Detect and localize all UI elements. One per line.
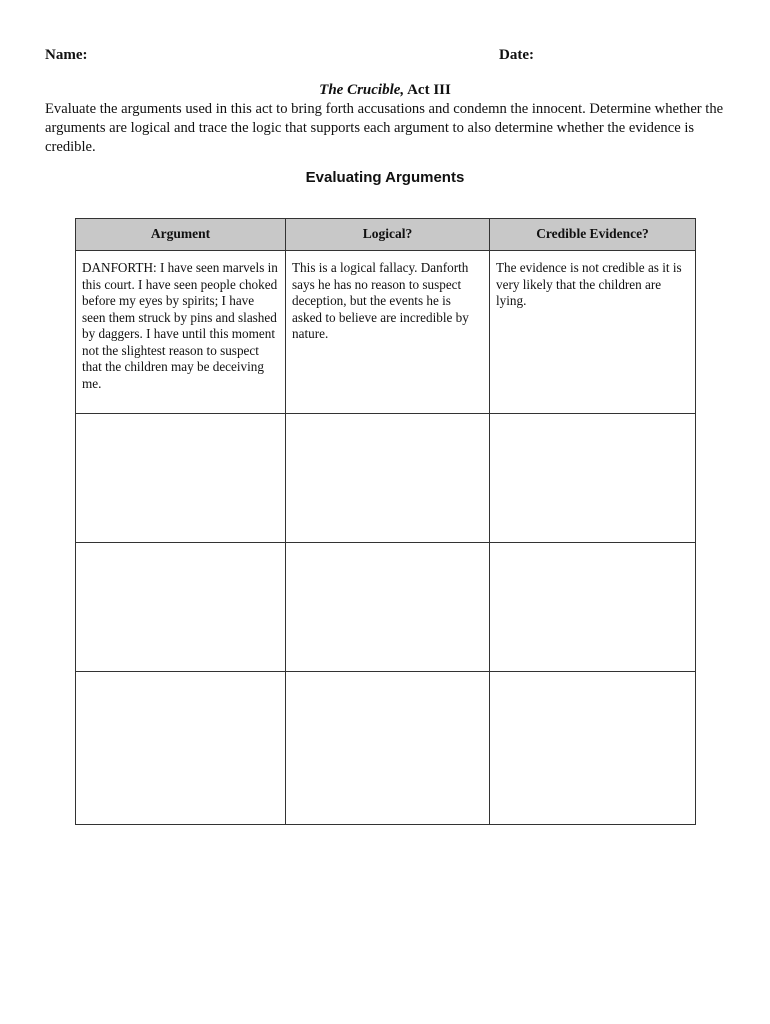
name-label: Name: bbox=[45, 47, 88, 63]
credible-evidence-cell[interactable] bbox=[490, 543, 696, 672]
logical-cell[interactable] bbox=[286, 414, 490, 543]
instructions-paragraph: Evaluate the arguments used in this act to bring forth accusations and condemn the innocent. Determine whether the arguments are logical and trace the logic that supports each argument to also determine whether the evidence is credible. bbox=[45, 101, 724, 155]
argument-cell[interactable] bbox=[76, 543, 286, 672]
header-row bbox=[45, 47, 725, 67]
section-heading: Evaluating Arguments bbox=[305, 169, 465, 186]
cell-text bbox=[490, 543, 695, 558]
document-title bbox=[0, 82, 770, 99]
argument-cell[interactable] bbox=[76, 414, 286, 543]
cell-text bbox=[286, 543, 489, 558]
cell-text: The evidence is not credible as it is very likely that the children are lying. bbox=[496, 260, 682, 308]
cell-text bbox=[490, 414, 695, 429]
cell-text bbox=[286, 672, 489, 687]
credible-evidence-cell[interactable] bbox=[490, 414, 696, 543]
logical-cell[interactable] bbox=[286, 543, 490, 672]
cell-text bbox=[76, 543, 285, 558]
credible-evidence-cell[interactable] bbox=[490, 251, 696, 414]
argument-cell[interactable] bbox=[76, 251, 286, 414]
cell-text bbox=[76, 672, 285, 687]
evaluating-arguments-table bbox=[75, 218, 696, 825]
header-argument: Argument bbox=[76, 219, 286, 251]
cell-text bbox=[286, 414, 489, 429]
logical-cell[interactable] bbox=[286, 251, 490, 414]
cell-text bbox=[76, 414, 285, 429]
credible-evidence-cell[interactable] bbox=[490, 672, 696, 825]
title-work-name: The Crucible, bbox=[319, 82, 405, 98]
logical-cell[interactable] bbox=[286, 672, 490, 825]
cell-text: DANFORTH: I have seen marvels in this court. I have seen people choked before my eyes by spirits; I have seen them struck by pins and slashed by daggers. I have until this moment not the slightest reason to suspect that the children may be deceiving me. bbox=[82, 260, 278, 391]
argument-cell[interactable] bbox=[76, 672, 286, 825]
table-row bbox=[76, 543, 696, 672]
title-act: Act III bbox=[404, 82, 451, 98]
header-logical: Logical? bbox=[286, 219, 490, 251]
header-credible-evidence: Credible Evidence? bbox=[490, 219, 696, 251]
table-row bbox=[76, 672, 696, 825]
table-row bbox=[76, 414, 696, 543]
cell-text bbox=[490, 672, 695, 687]
cell-text: This is a logical fallacy. Danforth says he has no reason to suspect deception, but the events he is asked to believe are incredible by nature. bbox=[292, 260, 469, 341]
table-header-row bbox=[76, 219, 696, 251]
table-row bbox=[76, 251, 696, 414]
date-label: Date: bbox=[499, 47, 534, 63]
